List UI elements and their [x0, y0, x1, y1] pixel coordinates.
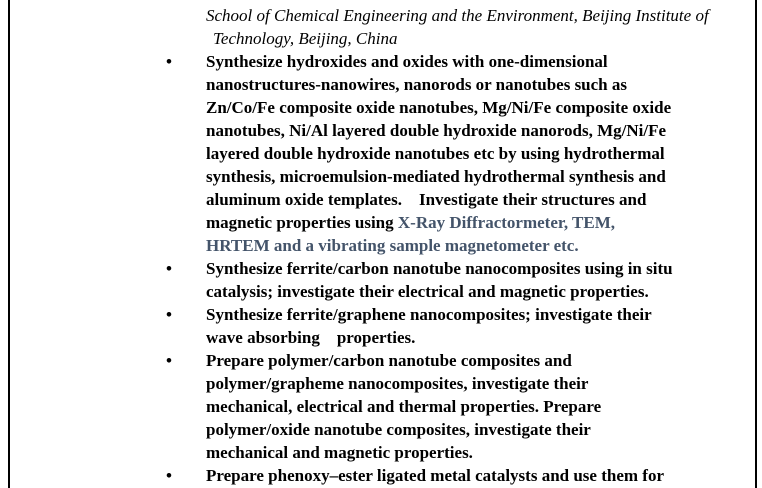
bullet-item [166, 464, 758, 487]
document-content [166, 4, 758, 487]
body-text: magnetic properties using [206, 213, 398, 232]
body-text: Prepare phenoxy–ester ligated metal catalysts and use them for [206, 466, 664, 485]
body-text: polymer/grapheme nanocomposites, investigate their [206, 374, 589, 393]
bullet-text-line [206, 211, 758, 234]
body-text: aluminum oxide templates. Investigate their structures and [206, 190, 647, 209]
bullet-text-line [206, 372, 758, 395]
bullet-text-line [206, 418, 758, 441]
body-text: Prepare polymer/carbon nanotube composites and [206, 351, 572, 370]
bullet-text-line [206, 303, 758, 326]
accent-text: HRTEM and a vibrating sample magnetometer etc. [206, 236, 579, 255]
body-text: mechanical, electrical and thermal properties. Prepare [206, 397, 602, 416]
bullet-text-line [206, 50, 758, 73]
bullet-text-line [206, 326, 758, 349]
bullet-marker-icon: • [166, 52, 172, 71]
bullet-marker-icon: • [166, 466, 172, 485]
bullet-text-line [206, 395, 758, 418]
body-text: nanotubes, Ni/Al layered double hydroxide nanorods, Mg/Ni/Fe [206, 121, 667, 140]
affiliation-line-2: Technology, Beijing, China [213, 29, 398, 48]
bullet-item [166, 257, 758, 303]
bullet-text-line [206, 280, 758, 303]
body-text: nanostructures-nanowires, nanorods or nanotubes such as [206, 75, 627, 94]
bullet-marker-icon: • [166, 351, 172, 370]
bullet-text-line [206, 142, 758, 165]
bullet-text-line [206, 96, 758, 119]
bullet-item [166, 303, 758, 349]
bullet-text-line [206, 441, 758, 464]
body-text: Synthesize ferrite/carbon nanotube nanocomposites using in situ [206, 259, 673, 278]
bullet-text-line [206, 349, 758, 372]
affiliation [206, 4, 758, 50]
body-text: catalysis; investigate their electrical and magnetic properties. [206, 282, 649, 301]
bullet-text-line [206, 188, 758, 211]
body-text: Zn/Co/Fe composite oxide nanotubes, Mg/Ni/Fe composite oxide [206, 98, 672, 117]
bullet-marker-icon: • [166, 259, 172, 278]
accent-text: X-Ray Diffractormeter, TEM, [397, 213, 616, 232]
body-text: mechanical and magnetic properties. [206, 443, 473, 462]
table-cell-left-border [8, 0, 10, 488]
bullet-text-line [206, 73, 758, 96]
body-text: synthesis, microemulsion-mediated hydrothermal synthesis and [206, 167, 666, 186]
body-text: Synthesize hydroxides and oxides with one-dimensional [206, 52, 608, 71]
bullet-item [166, 349, 758, 464]
body-text: polymer/oxide nanotube composites, investigate their [206, 420, 591, 439]
bullet-text-line [206, 257, 758, 280]
bullet-text-line [206, 165, 758, 188]
bullet-text-line [206, 119, 758, 142]
bullet-item [166, 50, 758, 257]
bullet-text-line [206, 234, 758, 257]
bullet-text-line [206, 464, 758, 487]
body-text: layered double hydroxide nanotubes etc by using hydrothermal [206, 144, 665, 163]
body-text: wave absorbing properties. [206, 328, 416, 347]
body-text: Synthesize ferrite/graphene nanocomposites; investigate their [206, 305, 652, 324]
affiliation-line-1: School of Chemical Engineering and the Environment, Beijing Institute of [206, 6, 709, 25]
bullet-marker-icon: • [166, 305, 172, 324]
bullet-list [166, 50, 758, 487]
